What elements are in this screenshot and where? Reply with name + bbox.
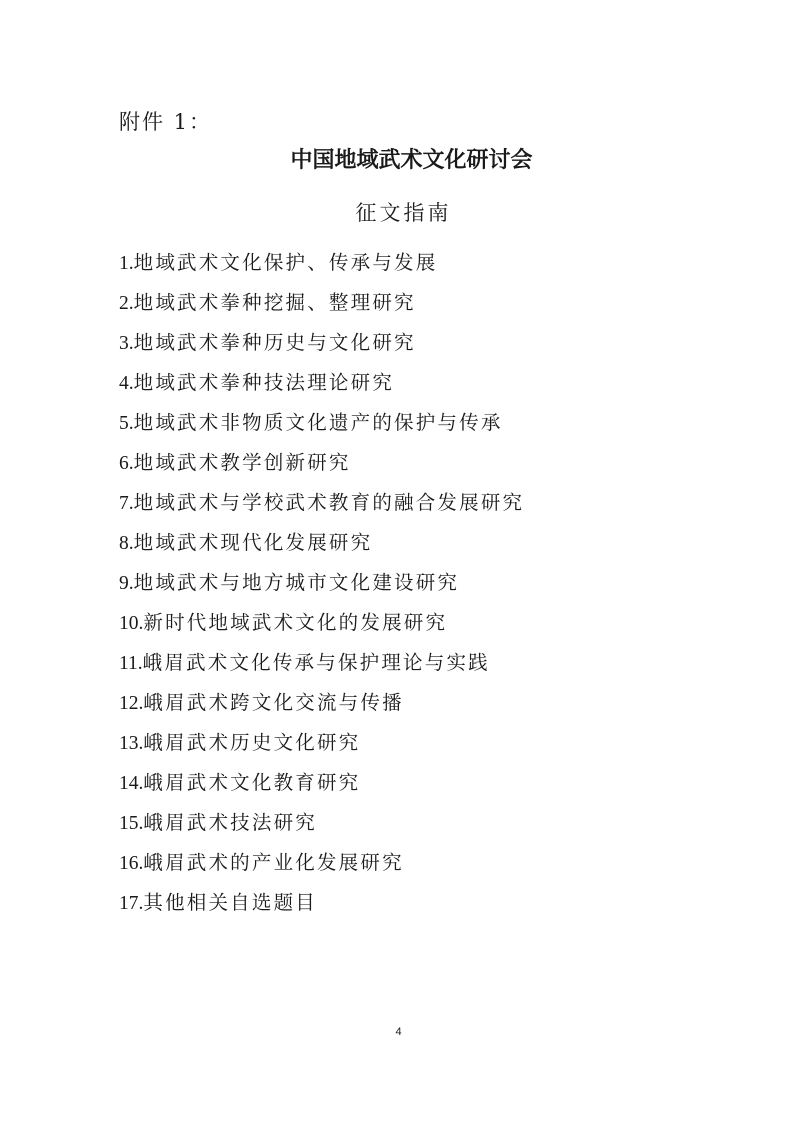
topic-list [119,246,524,926]
topic-text: 地域武术教学创新研究 [133,451,351,474]
topic-text: 地域武术拳种技法理论研究 [133,371,395,394]
topic-number: 15. [119,813,144,834]
topic-number: 16. [119,853,144,874]
topic-item [119,646,524,686]
topic-text: 峨眉武术文化传承与保护理论与实践 [142,651,490,674]
topic-item [119,686,524,726]
topic-item [119,886,524,926]
topic-text: 峨眉武术技法研究 [143,811,317,834]
topic-item [119,606,524,646]
topic-item [119,286,524,326]
document-subtitle: 征文指南 [355,201,452,225]
topic-text: 地域武术与地方城市文化建设研究 [133,571,460,594]
topic-text: 峨眉武术历史文化研究 [143,731,361,754]
topic-number: 9. [119,573,134,594]
topic-item [119,246,524,286]
topic-item [119,766,524,806]
topic-number: 12. [119,693,144,714]
topic-item [119,726,524,766]
topic-number: 6. [119,453,134,474]
topic-item [119,846,524,886]
topic-text: 地域武术与学校武术教育的融合发展研究 [133,491,525,514]
attachment-label: 附件 1： [119,110,213,134]
topic-number: 4. [119,373,134,394]
topic-item [119,446,524,486]
topic-text: 峨眉武术跨文化交流与传播 [143,691,404,714]
topic-number: 10. [119,613,144,634]
topic-text: 其他相关自选题目 [143,891,317,914]
topic-text: 地域武术拳种挖掘、整理研究 [133,291,416,314]
topic-text: 地域武术现代化发展研究 [133,531,373,554]
topic-item [119,326,524,366]
topic-text: 地域武术非物质文化遗产的保护与传承 [133,411,503,434]
topic-item [119,486,524,526]
topic-text: 地域武术拳种历史与文化研究 [133,331,416,354]
topic-number: 13. [119,733,144,754]
topic-item [119,406,524,446]
topic-number: 8. [119,533,134,554]
topic-number: 7. [119,493,134,514]
topic-text: 峨眉武术文化教育研究 [143,771,361,794]
topic-item [119,366,524,406]
topic-number: 5. [119,413,134,434]
topic-number: 2. [119,293,134,314]
topic-text: 地域武术文化保护、传承与发展 [133,251,438,274]
topic-number: 17. [119,893,144,914]
topic-item [119,806,524,846]
topic-text: 新时代地域武术文化的发展研究 [143,611,448,634]
topic-number: 14. [119,773,144,794]
topic-item [119,566,524,606]
topic-text: 峨眉武术的产业化发展研究 [143,851,404,874]
topic-item [119,526,524,566]
document-title: 中国地域武术文化研讨会 [290,148,533,173]
topic-number: 3. [119,333,134,354]
topic-number: 11. [119,653,143,674]
page-number: 4 [395,1026,402,1038]
topic-number: 1. [119,253,134,274]
